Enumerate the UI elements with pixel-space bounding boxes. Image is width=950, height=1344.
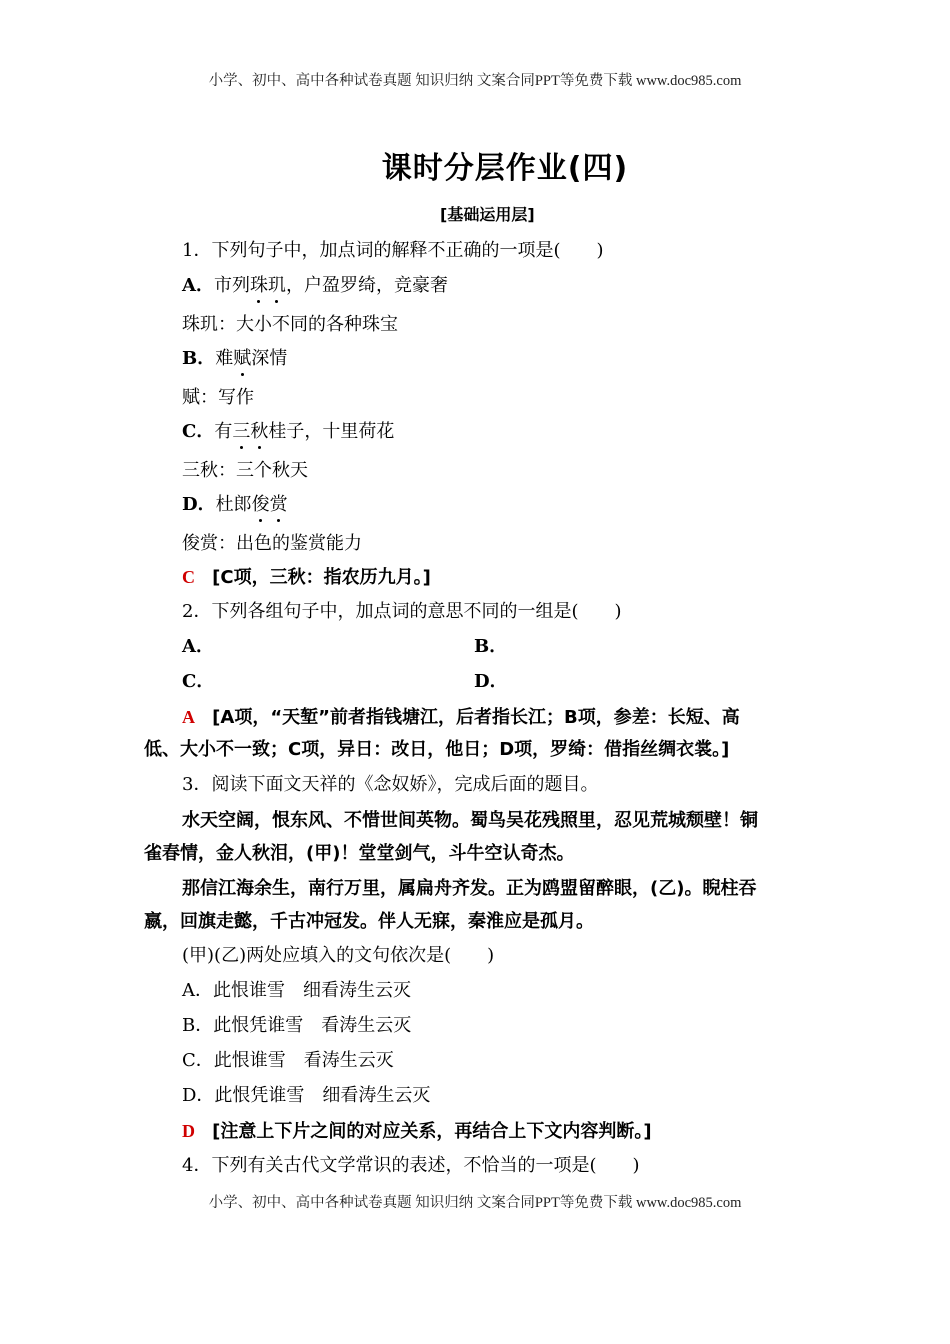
- option-text: 桂子，十里荷花: [268, 421, 395, 442]
- question-1-answer: [182, 566, 431, 589]
- question-3-option-b: B．此恨凭谁雪 看涛生云灭: [182, 1015, 412, 1036]
- option-label: A．: [182, 275, 214, 296]
- question-3-option-a: A．此恨谁雪 细看涛生云灭: [182, 980, 411, 1001]
- question-3-stem: 3．阅读下面文天祥的《念奴娇》，完成后面的题目。: [182, 774, 599, 795]
- option-text: 深情: [251, 348, 288, 369]
- question-1-stem: 1．下列句子中，加点词的解释不正确的一项是( ): [182, 240, 604, 261]
- answer-letter: C: [182, 567, 195, 587]
- question-2-option-b: B．: [474, 636, 508, 657]
- dotted-char: 俊: [251, 494, 270, 515]
- question-1-gloss-d: 俊赏：出色的鉴赏能力: [182, 533, 362, 554]
- question-1-option-b: [182, 348, 287, 370]
- dotted-char: 玑: [267, 275, 286, 296]
- answer-letter: D: [182, 1121, 195, 1141]
- poem-line: 雀春情，金人秋泪，(甲)！堂堂剑气，斗牛空认奇杰。: [144, 843, 575, 864]
- question-2-option-d: D．: [474, 671, 508, 692]
- question-3-option-d: D．此恨凭谁雪 细看涛生云灭: [182, 1085, 431, 1106]
- question-3-answer: [182, 1120, 652, 1143]
- option-text: 市列: [213, 275, 250, 296]
- option-text: 杜郎: [215, 494, 252, 515]
- question-1-gloss-b: 赋：写作: [182, 387, 254, 408]
- dotted-char: 秋: [250, 421, 269, 442]
- question-4-stem: 4．下列有关古代文学常识的表述，不恰当的一项是( ): [182, 1155, 640, 1176]
- question-2-option-c: C．: [182, 671, 215, 692]
- page-header: 小学、初中、高中各种试卷真题 知识归纳 文案合同PPT等免费下载 www.doc985.com: [208, 73, 742, 89]
- dotted-char: 珠: [249, 275, 268, 296]
- dotted-char: 赋: [233, 348, 252, 369]
- dotted-char: 赏: [269, 494, 288, 515]
- question-2-stem: 2．下列各组句子中，加点词的意思不同的一组是( ): [182, 601, 622, 622]
- option-label: C．: [182, 421, 215, 442]
- answer-explanation: [注意上下片之间的对应关系，再结合上下文内容判断。]: [212, 1121, 652, 1142]
- poem-line: 那信江海余生，南行万里，属扁舟齐发。正为鸥盟留醉眼，(乙)。睨柱吞: [182, 878, 757, 899]
- option-label: D．: [182, 494, 216, 515]
- page-footer: 小学、初中、高中各种试卷真题 知识归纳 文案合同PPT等免费下载 www.doc985.com: [208, 1195, 742, 1211]
- answer-explanation: [C项，三秋：指农历九月。]: [212, 567, 431, 588]
- page-title: 课时分层作业(四): [381, 151, 629, 186]
- question-1-gloss-a: 珠玑：大小不同的各种珠宝: [182, 314, 398, 335]
- question-1-gloss-c: 三秋：三个秋天: [182, 460, 308, 481]
- poem-line: 水天空阔，恨东风、不惜世间英物。蜀鸟吴花残照里，忍见荒城颓壁！铜: [182, 810, 758, 831]
- question-2-option-a: A．: [182, 636, 214, 657]
- option-label: B．: [182, 348, 216, 369]
- answer-letter: A: [182, 707, 195, 727]
- question-1-option-d: [182, 494, 288, 516]
- option-text: 难: [215, 348, 234, 369]
- question-2-answer-cont: 低、大小不一致；C项，异日：改日，他日；D项，罗绮：借指丝绸衣裳。]: [144, 739, 730, 760]
- question-1-option-a: [182, 275, 448, 297]
- question-2-answer: [182, 706, 740, 729]
- option-text: ，户盈罗绮，竞豪奢: [285, 275, 448, 296]
- question-3-option-c: C．此恨谁雪 看涛生云灭: [182, 1050, 394, 1071]
- section-label: [基础运用层]: [440, 205, 535, 224]
- question-1-option-c: [182, 421, 394, 443]
- poem-line: 嬴，回旗走懿，千古冲冠发。伴人无寐，秦淮应是孤月。: [144, 911, 594, 932]
- answer-explanation: [A项，“天堑”前者指钱塘江，后者指长江；B项，参差：长短、高: [212, 707, 740, 728]
- dotted-char: 三: [232, 421, 251, 442]
- option-text: 有: [214, 421, 233, 442]
- question-3-ask: (甲)(乙)两处应填入的文句依次是( ): [182, 945, 495, 966]
